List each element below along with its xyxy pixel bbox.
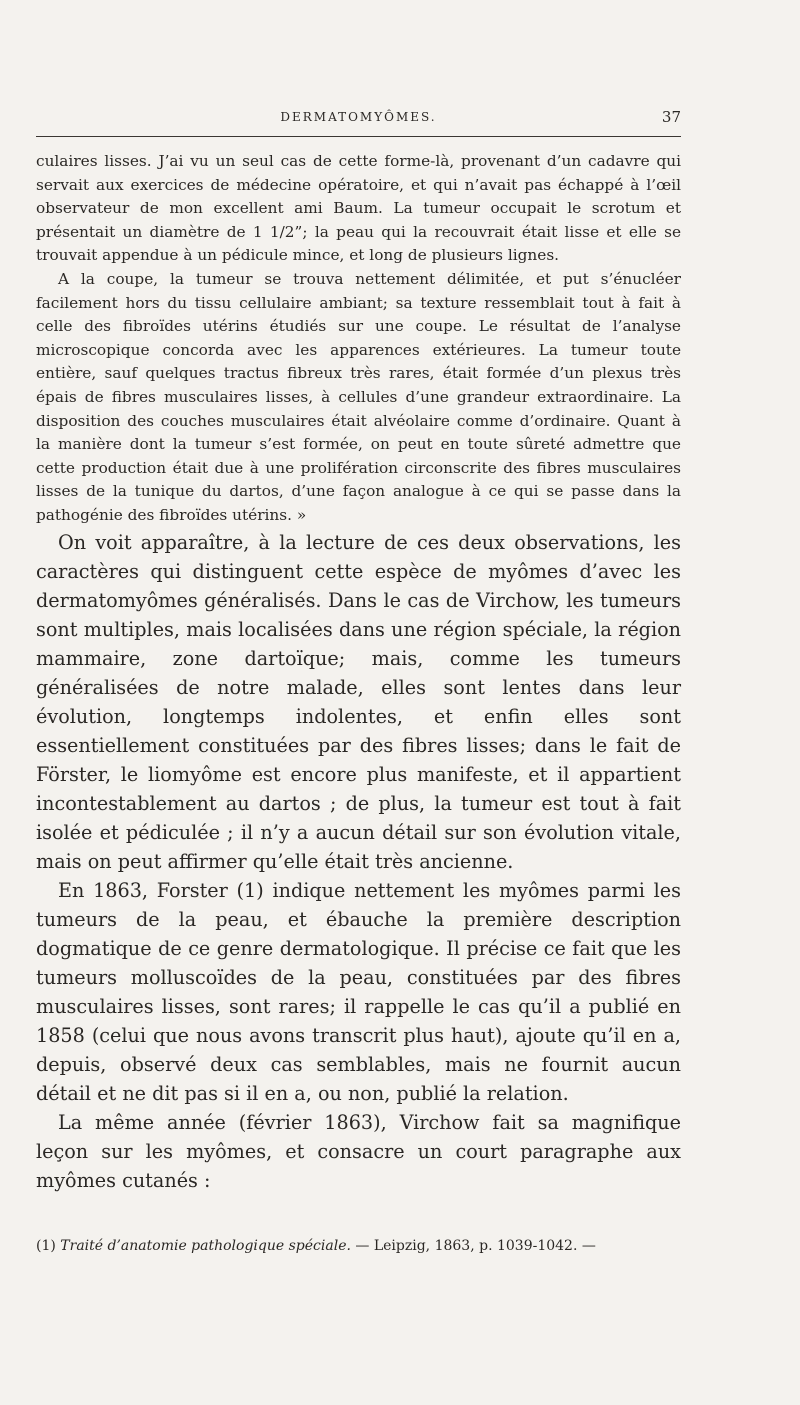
body-paragraph-3: La même année (février 1863), Virchow fait sa magnifique leçon sur les myômes, et consacre un court paragraphe aux myômes cutanés :: [36, 1111, 681, 1192]
footnote: [36, 1236, 681, 1256]
header-rule: [36, 136, 681, 137]
body-paragraph-1: On voit apparaître, à la lecture de ces deux observations, les caractères qui distinguent cette espèce de myômes d’avec les dermatomyômes généralisés. Dans le cas de Virchow, les tumeurs sont multiples, mais localisées dans une région spéciale, la région mammaire, zone dartoïque; mais, comme les tumeurs généralisées de notre malade, elles sont lentes dans leur évolution, longtemps indolentes, et enfin elles sont essentiellement constituées par des fibres lisses; dans le fait de Förster, le liomyôme est encore plus manifeste, et il appartient incontestablement au dartos ; de plus, la tumeur est tout à fait isolée et pédiculée ; il n’y a aucun détail sur son évolution vitale, mais on peut affirmer qu’elle était très ancienne.: [36, 531, 681, 873]
quote-paragraph-1: culaires lisses. J’ai vu un seul cas de cette forme-là, provenant d’un cadavre qui servait aux exercices de médecine opératoire, et qui n’avait pas échappé à l’œil observateur de mon excellent ami Baum. La tumeur occupait le scrotum et présentait un diamètre de 1 1/2”; la peau qui la recouvrait était lisse et elle se trouvait appendue à un pédicule mince, et long de plusieurs lignes.: [36, 152, 681, 265]
footnote-citation: — Leipzig, 1863, p. 1039-1042. —: [355, 1238, 596, 1254]
main-text: [36, 528, 681, 1195]
running-head: [36, 108, 681, 130]
page-number: 37: [661, 108, 681, 126]
running-title: DERMATOMYÔMES.: [280, 110, 437, 124]
footnote-marker: (1): [36, 1238, 56, 1254]
body-paragraph-2: En 1863, Forster (1) indique nettement les myômes parmi les tumeurs de la peau, et ébauche la première description dogmatique de ce genre dermatologique. Il précise ce fait que les tumeurs molluscoïdes de la peau, constituées par des fibres musculaires lisses, sont rares; il rappelle le cas qu’il a publié en 1858 (celui que nous avons transcrit plus haut), ajoute qu’il en a, depuis, observé deux cas semblables, mais ne fournit aucun détail et ne dit pas si il en a, ou non, publié la relation.: [36, 879, 681, 1105]
quoted-observation: [36, 150, 681, 528]
quote-paragraph-2: A la coupe, la tumeur se trouva nettement délimitée, et put s’énucléer facilement hors du tissu cellulaire ambiant; sa texture ressemblait tout à fait à celle des fibroïdes utérins étudiés sur une coupe. Le résultat de l’analyse microscopique concorda avec les apparences extérieures. La tumeur toute entière, sauf quelques tractus fibreux très rares, était formée d’un plexus très épais de fibres musculaires lisses, à cellules d’une grandeur extraordinaire. La disposition des couches musculaires était alvéolaire comme d’ordinaire. Quant à la manière dont la tumeur s’est formée, on peut en toute sûreté admettre que cette production était due à une prolifération circonscrite des fibres musculaires lisses de la tunique du dartos, d’une façon analogue à ce qui se passe dans la pathogénie des fibroïdes utérins. »: [36, 269, 681, 524]
footnote-title: Traité d’anatomie pathologique spéciale.: [60, 1238, 351, 1254]
